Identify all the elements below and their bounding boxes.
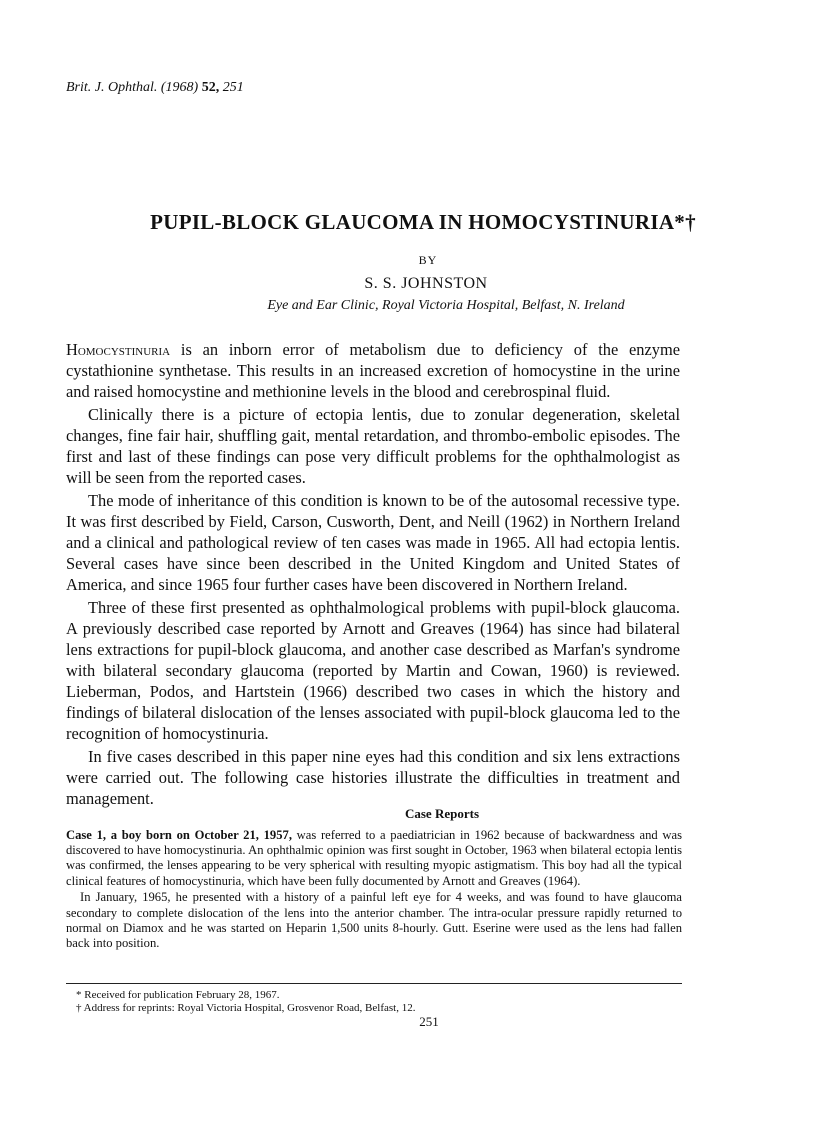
case-1-text: was referred to a paediatrician in 1962 because of backwardness and was discovered to have homocystinuria. An ophthalmic opinion was first sought in October, 1963 when bilateral ectopia lentis was confirmed, the lenses appearing to be very spherical with resulting myopic astigmatism. This boy had all the typical clinical features of homocystinuria, which have been fully documented by Arnott and Greaves (1964). <box>66 828 682 888</box>
author-affiliation: Eye and Ear Clinic, Royal Victoria Hospital, Belfast, N. Ireland <box>267 298 625 313</box>
footnote-reprints: † Address for reprints: Royal Victoria Hospital, Grosvenor Road, Belfast, 12. <box>76 1001 416 1014</box>
journal-year: (1968) <box>160 80 199 95</box>
author-name: S. S. JOHNSTON <box>364 275 488 292</box>
section-heading-case-reports: Case Reports <box>404 806 479 821</box>
footnote-received: * Received for publication February 28, 1967. <box>76 989 280 1001</box>
journal-page: 251 <box>222 80 244 95</box>
case-1-lead: Case 1, a boy born on October 21, 1957, <box>66 828 292 842</box>
paragraph-4: Three of these first presented as ophthalmological problems with pupil-block glaucoma. A previously described case reported by Arnott and Greaves (1964) has since had bilateral lens extractions for pupil-block glaucoma, and another case described as Marfan's syndrome with bilateral secondary glaucoma (reported by Martin and Cowan, 1960) is reviewed. Lieberman, Podos, and Hartstein (1966) described two cases in which the history and findings of bilateral dislocation of the lenses associated with pupil-block glaucoma led to the recognition of homocystinuria. <box>66 598 680 743</box>
footnotes <box>68 989 668 1015</box>
footnote-divider <box>66 983 682 984</box>
paragraph-1 <box>66 340 680 403</box>
article-title: PUPIL-BLOCK GLAUCOMA IN HOMOCYSTINURIA*† <box>150 210 696 234</box>
paragraph-5: In five cases described in this paper nine eyes had this condition and six lens extractions were carried out. The following case histories illustrate the difficulties in treatment and management. <box>66 747 680 809</box>
case-1-paragraph-1 <box>66 828 682 889</box>
paragraph-3: The mode of inheritance of this condition is known to be of the autosomal recessive type. It was first described by Field, Carson, Cusworth, Dent, and Neill (1962) in Northern Ireland and a clinical and pathological review of ten cases was made in 1965. All had ectopia lentis. Several cases have since been described in the United Kingdom and United States of America, and since 1965 four further cases have been discovered in Northern Ireland. <box>66 491 680 594</box>
journal-citation <box>66 80 244 96</box>
case-1-paragraph-2: In January, 1965, he presented with a history of a painful left eye for 4 weeks, and was found to have glaucoma secondary to complete dislocation of the lens into the anterior chamber. The intra-ocular pressure rapidly returned to normal on Diamox and he was started on Heparin 1,500 units 8-hourly. Gutt. Eserine were used as the lens had fallen back into position. <box>66 890 682 951</box>
byline: BY <box>418 253 438 267</box>
paragraph-1-text: is an inborn error of metabolism due to deficiency of the enzyme cystathionine synthetase. This results in an increased excretion of homocystine in the urine and raised homocystine and methionine levels in the blood and cerebrospinal fluid. <box>66 340 680 401</box>
article-body <box>66 340 680 812</box>
case-reports <box>66 828 682 953</box>
paragraph-2: Clinically there is a picture of ectopia lentis, due to zonular degeneration, skeletal changes, fine fair hair, shuffling gait, mental retardation, and thrombo-embolic episodes. The first and last of these findings can pose very difficult problems for the ophthalmologist as will be seen from the reported cases. <box>66 405 680 487</box>
journal-volume: 52, <box>201 80 220 95</box>
journal-name: Brit. J. Ophthal. <box>66 80 158 95</box>
lead-word: Homocystinuria <box>66 340 171 359</box>
page-number: 251 <box>419 1014 439 1029</box>
